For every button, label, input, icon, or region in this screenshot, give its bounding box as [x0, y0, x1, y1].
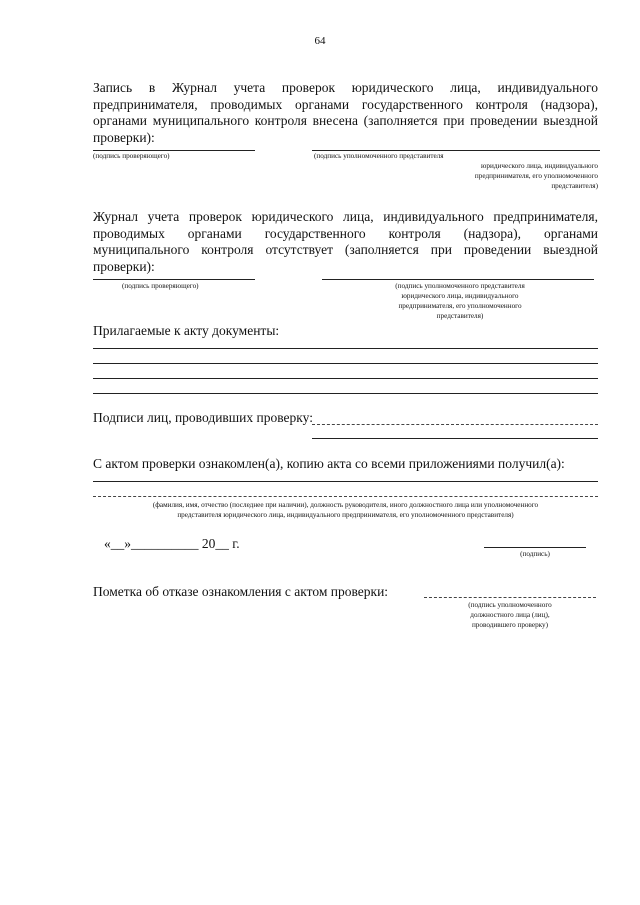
attachments-line-4 — [93, 393, 598, 394]
signature-caption-representative-2c: предпринимателя, его уполномоченного — [398, 302, 522, 310]
refusal-caption-1: (подпись уполномоченного — [468, 601, 552, 609]
signature-caption-representative-1b: юридического лица, индивидуального — [481, 162, 598, 170]
signature-caption-representative-2a: (подпись уполномоченного представителя — [395, 282, 525, 290]
signature-caption-representative-2d: представителя) — [436, 312, 484, 320]
journal-absent-paragraph: Журнал учета проверок юридического лица, индивидуального предпринимателя, проводимых органами государственного контроля (надзора), органами муниципального контроля отсутствует (заполняется при проведении выездной проверки): — [93, 209, 598, 274]
signature-line-inspector-2 — [93, 279, 255, 280]
familiarized-statement: С актом проверки ознакомлен(а), копию акта со всеми приложениями получил(а): — [93, 456, 565, 471]
page-number: 64 — [314, 35, 326, 47]
date-field: «__»__________ 20__ г. — [104, 536, 240, 551]
signature-line-representative-2 — [322, 279, 594, 280]
refusal-label: Пометка об отказе ознакомления с актом проверки: — [93, 584, 389, 599]
attachments-label: Прилагаемые к акту документы: — [93, 323, 280, 338]
familiarized-line-1 — [93, 481, 598, 482]
familiarized-caption-2: представителя юридического лица, индивидуального предпринимателя, его уполномоченного представителя) — [177, 511, 514, 519]
signature-caption-inspector-1: (подпись проверяющего) — [93, 152, 170, 160]
familiarized-signature-caption: (подпись) — [520, 550, 550, 558]
attachments-line-1 — [93, 348, 598, 349]
signature-line-inspector-1 — [93, 150, 255, 151]
signature-caption-representative-1d: представителя) — [551, 182, 598, 190]
refusal-signature-line — [424, 597, 596, 598]
inspectors-signature-line-2 — [312, 438, 598, 439]
refusal-caption-3: проводившего проверку) — [471, 621, 549, 629]
journal-entry-paragraph: Запись в Журнал учета проверок юридического лица, индивидуального предпринимателя, проводимых органами государственного контроля (надзора), органами муниципального контроля внесена (заполняется при проведении выездной проверки): — [93, 80, 598, 145]
refusal-caption-2: должностного лица (лиц), — [470, 611, 550, 619]
signature-caption-representative-1a: (подпись уполномоченного представителя — [314, 152, 444, 160]
signature-caption-representative-2b: юридического лица, индивидуального — [401, 292, 519, 300]
signature-line-representative-1 — [312, 150, 600, 151]
familiarized-signature-line — [484, 547, 586, 548]
familiarized-line-2 — [93, 496, 598, 497]
attachments-line-2 — [93, 363, 598, 364]
familiarized-caption-1: (фамилия, имя, отчество (последнее при наличии), должность руководителя, иного должностного лица или уполномоченного — [152, 501, 539, 509]
signature-caption-inspector-2: (подпись проверяющего) — [122, 282, 199, 290]
inspectors-signature-line-1 — [312, 424, 598, 425]
signature-caption-representative-1c: предпринимателя, его уполномоченного — [474, 172, 598, 180]
inspectors-signatures-label: Подписи лиц, проводивших проверку: — [93, 410, 313, 425]
attachments-line-3 — [93, 378, 598, 379]
